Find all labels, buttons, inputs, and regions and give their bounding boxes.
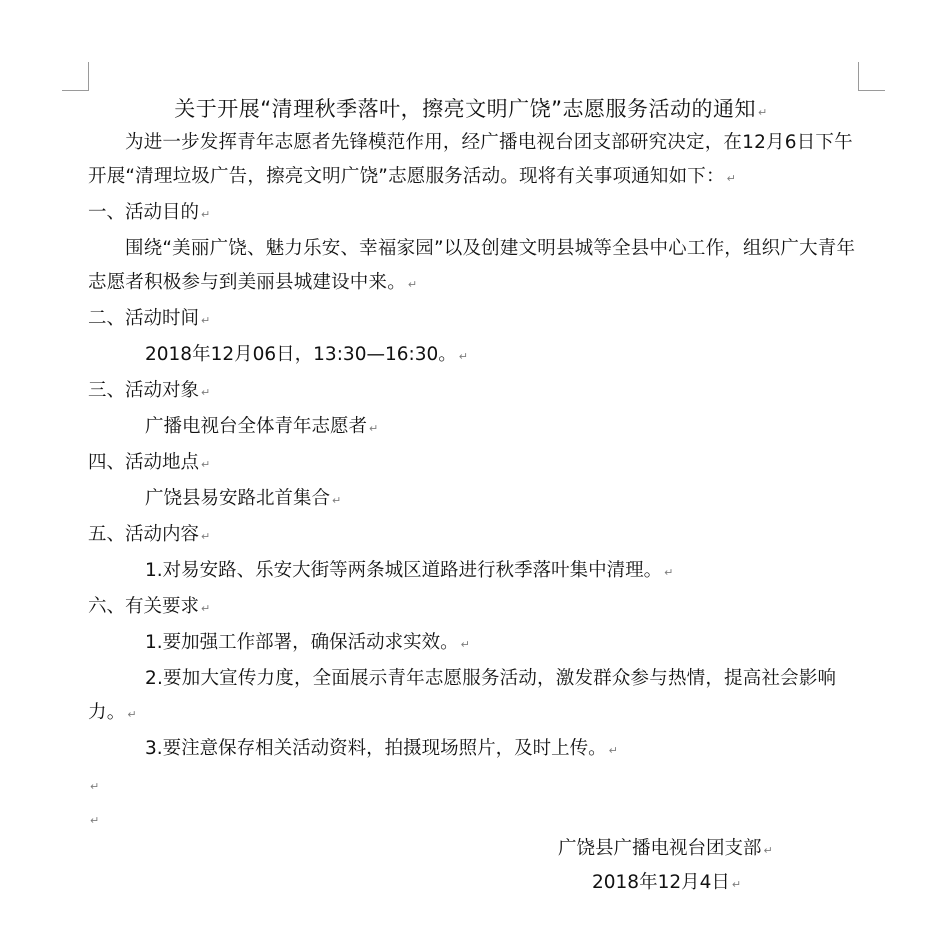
paragraph-mark-icon: ↵ (731, 878, 742, 891)
paragraph-mark-icon: ↵ (763, 844, 773, 857)
empty-paragraph (88, 802, 860, 836)
section-heading-requirements: 六、有关要求 ↵ (88, 596, 211, 617)
page-corner-marker-left (62, 62, 89, 91)
section-heading-content: 五、活动内容 ↵ (88, 524, 211, 545)
paragraph-mark-icon: ↵ (369, 422, 379, 435)
section-body-location: 广饶县易安路北首集合 ↵ (145, 488, 342, 509)
paragraph-mark-icon: ↵ (201, 208, 211, 221)
requirement-item: 2.要加大宣传力度，全面展示青年志愿服务活动，激发群众参与热情，提高社会影响力。 ↵ (88, 668, 837, 723)
section-heading-purpose: 一、活动目的 ↵ (88, 202, 211, 223)
paragraph-mark-icon: ↵ (201, 314, 211, 327)
paragraph-mark-icon: ↵ (460, 638, 470, 651)
paragraph-mark-icon: ↵ (127, 708, 137, 721)
empty-paragraph (88, 768, 860, 802)
signature-date: 2018年12月4日 ↵ (592, 872, 742, 893)
paragraph-mark-icon: ↵ (201, 530, 211, 543)
section-body-purpose: 围绕“美丽广饶、魅力乐安、幸福家园”以及创建文明县城等全县中心工作，组织广大青年志愿者积极参与到美丽县城建设中来。 ↵ (88, 238, 856, 293)
paragraph-mark-icon: ↵ (458, 350, 469, 363)
paragraph-mark-icon: ↵ (664, 566, 674, 579)
paragraph-mark-icon: ↵ (201, 386, 211, 399)
intro-paragraph: 为进一步发挥青年志愿者先锋模范作用，经广播电视台团支部研究决定，在12月6日下午开展“清理垃圾广告，擦亮文明广饶”志愿服务活动。现将有关事项通知如下： ↵ (88, 132, 853, 187)
paragraph-mark-icon: ↵ (407, 278, 418, 291)
paragraph-mark-icon: ↵ (726, 172, 737, 185)
section-body-time: 2018年12月06日，13:30—16:30。 ↵ (145, 344, 469, 365)
paragraph-mark-icon: ↵ (90, 780, 100, 793)
page-corner-marker-right (858, 62, 885, 91)
paragraph-mark-icon: ↵ (608, 744, 618, 757)
section-heading-participants: 三、活动对象 ↵ (88, 380, 211, 401)
document-title: 关于开展“清理秋季落叶，擦亮文明广饶”志愿服务活动的通知 ↵ (174, 97, 768, 121)
paragraph-mark-icon: ↵ (332, 494, 342, 507)
section-body-content: 1.对易安路、乐安大街等两条城区道路进行秋季落叶集中清理。 ↵ (145, 560, 674, 581)
document-page[interactable] (88, 92, 860, 836)
section-body-participants: 广播电视台全体青年志愿者 ↵ (145, 416, 379, 437)
section-heading-location: 四、活动地点 ↵ (88, 452, 211, 473)
paragraph-mark-icon: ↵ (758, 106, 768, 119)
paragraph-mark-icon: ↵ (90, 814, 100, 827)
requirement-item: 3.要注意保存相关活动资料，拍摄现场照片，及时上传。 ↵ (145, 738, 618, 759)
section-heading-time: 二、活动时间 ↵ (88, 308, 211, 329)
signature-organization: 广饶县广播电视台团支部 ↵ (558, 838, 773, 859)
paragraph-mark-icon: ↵ (201, 458, 211, 471)
requirement-item: 1.要加强工作部署，确保活动求实效。 ↵ (145, 632, 470, 653)
paragraph-mark-icon: ↵ (201, 602, 211, 615)
